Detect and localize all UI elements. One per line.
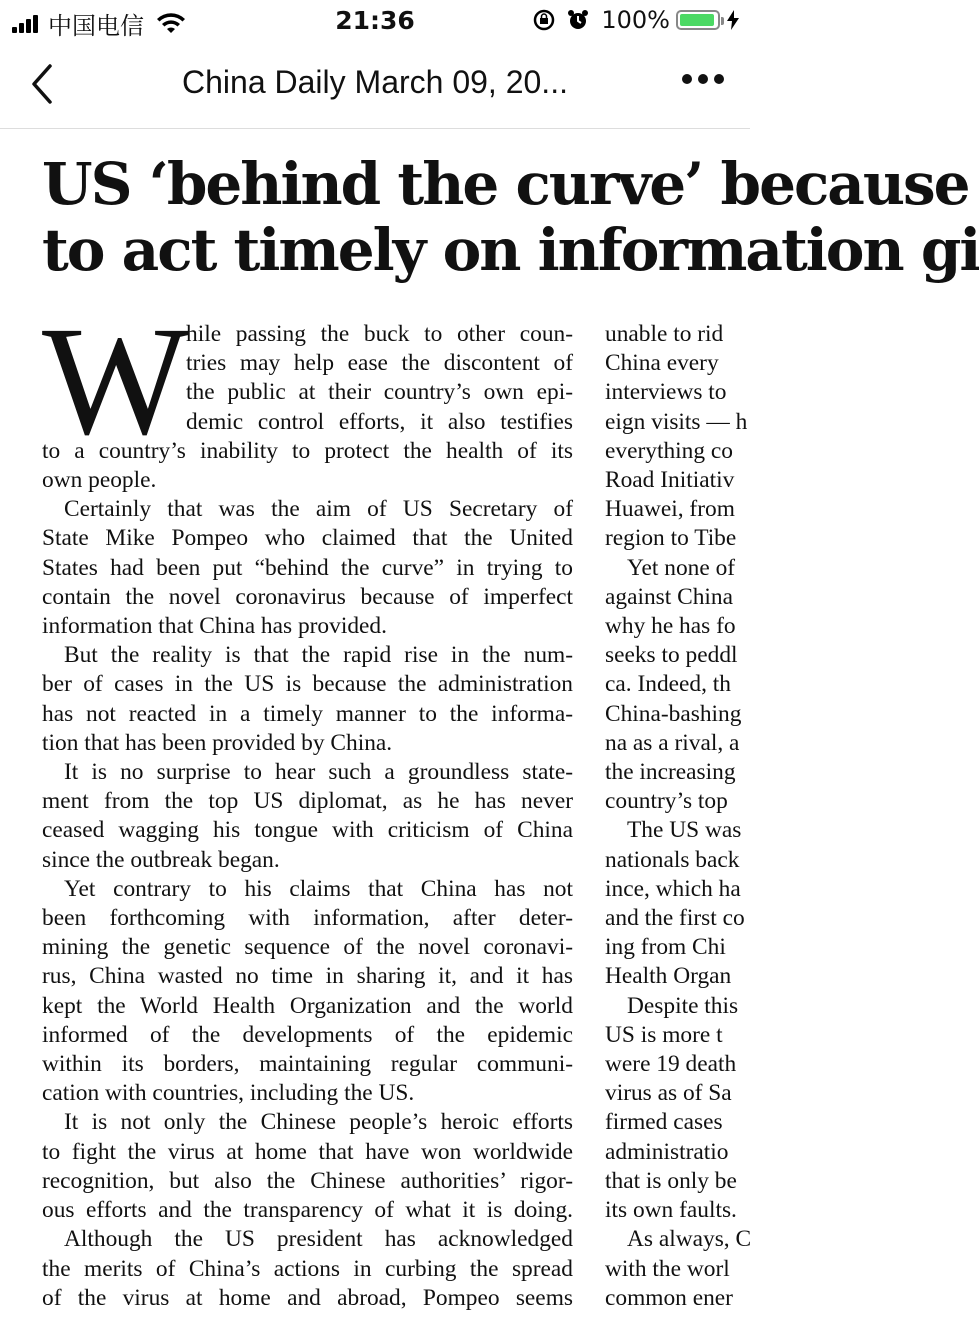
article-text-line: region to Tibe	[605, 525, 737, 552]
article-text-line: of the virus at home and abroad, Pompeo seems	[42, 1284, 573, 1311]
article-text-line: tries may help ease the discontent of	[186, 350, 573, 377]
article-text-line: ment from the top US diplomat, as he has never	[42, 788, 573, 815]
clock: 21:36	[335, 6, 415, 35]
article-text-line: the merits of China’s actions in curbing the spread	[42, 1255, 573, 1282]
carrier-label: 中国电信	[48, 12, 144, 40]
headline-line: to act timely on information gi	[42, 216, 979, 284]
battery-icon	[676, 10, 720, 30]
article-text-line: nationals back	[605, 846, 740, 873]
article-text-line: administratio	[605, 1138, 729, 1165]
article-text-line: It is no surprise to hear such a groundless state-	[64, 759, 573, 786]
article-text-line: has not reacted in a timely manner to the informa-	[42, 700, 573, 727]
article-text-line: the increasing	[605, 759, 736, 786]
article-text-line: Health Organ	[605, 963, 732, 990]
article-text-line: China-bashing	[605, 700, 742, 727]
more-options-icon[interactable]	[676, 74, 724, 84]
article-text-line: and the first co	[605, 905, 745, 932]
article-text-line: ous efforts and the transparency of what it is doing.	[42, 1197, 573, 1224]
headline-line: US ‘behind the curve’ because	[42, 150, 969, 218]
article-text-line: tion that has been provided by China.	[42, 729, 393, 756]
article-text-line: As always, C	[627, 1226, 752, 1253]
article-text-line: unable to rid	[605, 321, 724, 347]
article-text-line: ceased wagging his tongue with criticism of China	[42, 817, 573, 844]
alarm-icon	[567, 9, 589, 31]
article-text-line: ber of cases in the US is because the administration	[42, 671, 573, 698]
article-text-line: seeks to peddl	[605, 642, 738, 669]
article-text-line: US is more t	[605, 1021, 723, 1048]
article-text-line: been forthcoming with information, after deter-	[42, 905, 573, 932]
article-text-line: firmed cases	[605, 1109, 723, 1136]
article-text-line: Despite this	[627, 992, 739, 1019]
article-text-line: own people.	[42, 467, 157, 494]
charging-bolt-icon	[726, 10, 740, 30]
article-text-line: eign visits — h	[605, 408, 748, 435]
article-text-line: contain the novel coronavirus because of imperfect	[42, 583, 573, 610]
article-text-line: ince, which ha	[605, 875, 741, 902]
article-text-line: that is only be	[605, 1167, 737, 1194]
article-text-line: Huawei, from	[605, 496, 735, 523]
rotation-lock-icon	[533, 9, 555, 31]
article-text-line: China every	[605, 350, 719, 377]
article-text-line: to a country’s inability to protect the health of its	[42, 437, 573, 464]
article-text-line: Although the US president has acknowledged	[64, 1226, 573, 1253]
article-text-line: informed of the developments of the epidemic	[42, 1021, 573, 1048]
article-text-line: with the worl	[605, 1255, 730, 1282]
article-column-2	[605, 320, 805, 1313]
article-text-line: Yet none of	[627, 554, 736, 581]
article-text-line: within its borders, maintaining regular communi-	[42, 1051, 573, 1078]
article-text-line: Yet contrary to his claims that China has not	[64, 875, 573, 902]
navigation-bar	[0, 40, 750, 129]
article-text-line: But the reality is that the rapid rise in the num-	[64, 642, 573, 669]
status-bar	[0, 0, 750, 40]
article-view[interactable]	[0, 129, 979, 1334]
article-text-line: country’s top	[605, 788, 728, 815]
article-text-line: recognition, but also the Chinese authorities’ rigor-	[42, 1167, 573, 1194]
article-text-line: interviews to	[605, 379, 727, 406]
battery-percent: 100%	[601, 6, 670, 34]
article-text-line: information that China has provided.	[42, 613, 387, 640]
article-text-line: common ener	[605, 1284, 733, 1311]
drop-cap: W	[42, 294, 190, 467]
article-text-line: The US was	[627, 817, 742, 844]
article-text-line: rus, China wasted no time in sharing it, and it has	[42, 963, 573, 990]
article-text-line: demic control efforts, it also testifies	[186, 408, 573, 435]
article-text-line: hile passing the buck to other coun-	[186, 321, 573, 347]
article-text-line: State Mike Pompeo who claimed that the United	[42, 525, 573, 552]
article-text-line: mining the genetic sequence of the novel coronavi-	[42, 934, 573, 961]
article-text-line: Road Initiativ	[605, 467, 735, 494]
article-text-line: everything co	[605, 437, 733, 464]
article-headline	[42, 150, 979, 284]
article-text-line: the public at their country’s own epi-	[186, 379, 573, 406]
article-text-line: since the outbreak began.	[42, 846, 280, 873]
article-text-line: virus as of Sa	[605, 1080, 732, 1107]
article-column-1	[42, 294, 573, 1313]
article-text-line: its own faults.	[605, 1197, 737, 1224]
article-text-line: na as a rival, a	[605, 729, 740, 756]
article-text-line: Certainly that was the aim of US Secretary of	[64, 496, 573, 523]
article-text-line: kept the World Health Organization and the world	[42, 992, 573, 1019]
article-text-line: ing from Chi	[605, 934, 726, 961]
article-text-line: why he has fo	[605, 613, 736, 640]
article-text-line: cation with countries, including the US.	[42, 1080, 415, 1107]
article-text-line: ca. Indeed, th	[605, 671, 731, 698]
status-right	[533, 6, 740, 34]
nav-title: China Daily March 09, 20...	[182, 64, 568, 100]
article-text-line: to fight the virus at home that have won worldwide	[42, 1138, 573, 1165]
article-text-line: States had been put “behind the curve” in trying to	[42, 554, 573, 581]
article-text-line: It is not only the Chinese people’s heroic efforts	[64, 1109, 573, 1136]
article-text-line: against China	[605, 583, 733, 610]
article-text-line: were 19 death	[605, 1051, 737, 1078]
